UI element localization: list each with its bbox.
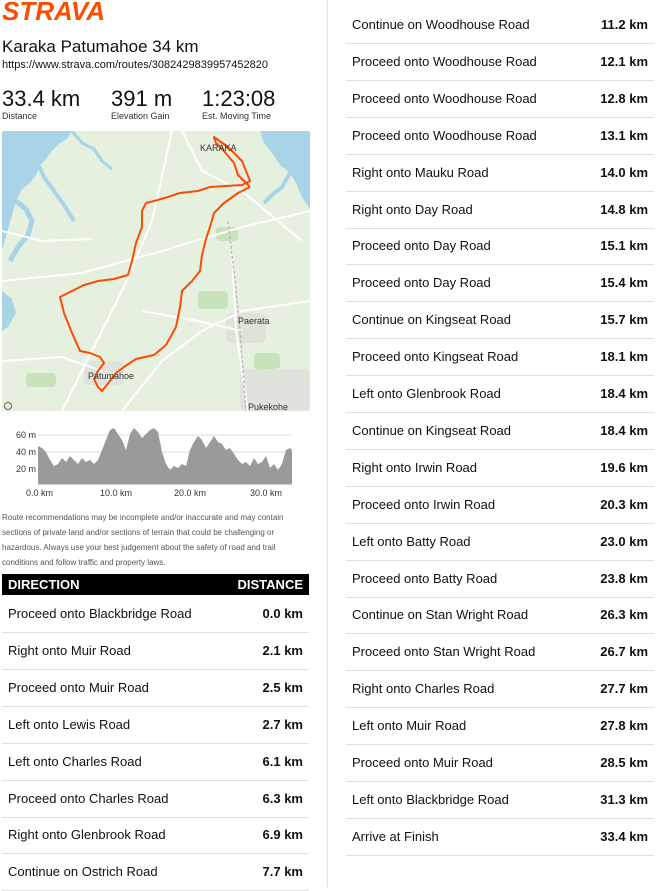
direction-text: Continue on Kingseat Road [352, 312, 512, 328]
stat-moving-time-label: Est. Moving Time [202, 111, 272, 121]
route-disclaimer: Route recommendations may be incomplete and/or inaccurate and may contain sections of private land and/or sections of terrain that could be challenging or hazardous. Always use your best judgement about the safety of road and trail conditions and follow traffic and property laws. [2, 513, 284, 567]
direction-distance: 26.7 km [600, 644, 648, 660]
direction-row [346, 338, 654, 376]
map-label-karaka: KARAKA [200, 143, 237, 153]
direction-row [2, 780, 309, 818]
directions-table-header [2, 574, 309, 595]
svg-text:STRAVA: STRAVA [2, 0, 106, 25]
direction-distance: 2.7 km [262, 716, 303, 732]
direction-distance: 11.2 km [601, 17, 648, 32]
direction-text: Proceed onto Blackbridge Road [8, 606, 192, 621]
direction-row [346, 560, 654, 598]
direction-distance: 6.3 km [262, 790, 303, 806]
direction-text: Proceed onto Irwin Road [352, 496, 496, 512]
direction-row [346, 227, 654, 265]
direction-row [346, 154, 654, 192]
map-label-patumahoe: Patumahoe [88, 371, 135, 381]
direction-row [346, 301, 654, 339]
direction-row [2, 853, 309, 891]
direction-row [2, 743, 309, 781]
direction-text: Continue on Stan Wright Road [352, 607, 529, 623]
direction-text: Right onto Irwin Road [352, 459, 478, 475]
direction-row [346, 6, 654, 44]
map-label-pukekohe: Pukekohe [248, 402, 289, 411]
direction-row [2, 669, 309, 707]
direction-text: Left onto Lewis Road [8, 716, 131, 732]
map-label-paerata: Paerata [238, 316, 270, 326]
direction-text: Arrive at Finish [352, 828, 439, 844]
stat-distance-value: 33.4 km [2, 86, 81, 111]
header-distance: DISTANCE [237, 577, 303, 592]
direction-row [346, 486, 654, 524]
direction-distance: 13.1 km [600, 127, 648, 143]
direction-text: Left onto Muir Road [352, 718, 467, 734]
direction-distance: 26.3 km [600, 607, 648, 623]
direction-row [346, 117, 654, 155]
direction-distance: 14.8 km [600, 201, 648, 217]
direction-text: Continue on Woodhouse Road [352, 17, 530, 32]
elev-xtick-0: 0.0 km [26, 488, 54, 498]
elevation-profile [2, 420, 310, 500]
elev-ytick-20: 20 m [16, 464, 37, 474]
direction-text: Proceed onto Charles Road [8, 790, 169, 806]
stat-moving-time [202, 87, 275, 121]
elev-xtick-30: 30.0 km [250, 488, 283, 498]
direction-distance: 12.1 km [600, 53, 648, 69]
direction-distance: 6.1 km [262, 753, 303, 769]
direction-distance: 15.4 km [600, 275, 648, 291]
direction-row [346, 449, 654, 487]
direction-row [346, 523, 654, 561]
direction-distance: 31.3 km [600, 791, 648, 807]
elev-xtick-20: 20.0 km [174, 488, 207, 498]
direction-distance: 28.5 km [600, 755, 648, 770]
stat-moving-time-value: 1:23:08 [202, 86, 276, 111]
direction-text: Proceed onto Muir Road [352, 755, 493, 770]
direction-row [2, 632, 309, 670]
map-park-1 [198, 291, 228, 309]
direction-row [346, 80, 654, 118]
elev-ytick-40: 40 m [16, 447, 37, 457]
direction-text: Continue on Ostrich Road [8, 864, 158, 880]
direction-row [346, 264, 654, 302]
direction-row [2, 706, 309, 744]
stat-elevation-label: Elevation Gain [111, 111, 170, 121]
direction-distance: 18.1 km [600, 349, 648, 365]
direction-text: Right onto Muir Road [8, 642, 131, 658]
direction-row [346, 818, 654, 856]
direction-text: Right onto Glenbrook Road [8, 827, 166, 843]
direction-text: Proceed onto Day Road [352, 275, 491, 291]
direction-distance: 7.7 km [262, 864, 303, 880]
direction-distance: 23.8 km [600, 570, 648, 586]
elev-xtick-10: 10.0 km [100, 488, 133, 498]
direction-distance: 2.5 km [262, 679, 303, 695]
direction-row [2, 816, 309, 854]
direction-row [346, 781, 654, 819]
direction-text: Right onto Mauku Road [352, 164, 489, 180]
direction-distance: 15.7 km [600, 312, 648, 328]
stat-distance [2, 87, 80, 121]
direction-text: Right onto Charles Road [352, 681, 495, 697]
direction-text: Proceed onto Woodhouse Road [352, 127, 537, 143]
direction-text: Proceed onto Muir Road [8, 679, 149, 695]
map-park-4 [26, 373, 56, 387]
direction-distance: 18.4 km [600, 386, 648, 401]
direction-row [346, 670, 654, 708]
route-url[interactable]: https://www.strava.com/routes/3082429839957452820 [2, 59, 269, 71]
direction-row [346, 43, 654, 81]
direction-distance: 23.0 km [600, 533, 648, 549]
direction-text: Left onto Glenbrook Road [352, 386, 501, 401]
direction-text: Proceed onto Batty Road [352, 570, 498, 586]
direction-distance: 19.6 km [600, 459, 648, 475]
direction-text: Left onto Blackbridge Road [352, 791, 509, 807]
direction-text: Proceed onto Day Road [352, 238, 491, 254]
header-direction: DIRECTION [8, 577, 80, 592]
route-map[interactable] [2, 131, 310, 411]
direction-row [346, 375, 654, 413]
direction-text: Right onto Day Road [352, 201, 473, 217]
direction-text: Proceed onto Stan Wright Road [352, 644, 536, 660]
direction-distance: 0.0 km [262, 606, 303, 621]
direction-distance: 6.9 km [262, 827, 303, 843]
direction-row [2, 595, 309, 633]
direction-row [346, 633, 654, 671]
strava-logo [2, 0, 122, 25]
elev-area [38, 428, 292, 484]
direction-row [346, 744, 654, 782]
direction-distance: 12.8 km [600, 90, 648, 106]
stat-elevation-value: 391 m [111, 86, 173, 111]
direction-distance: 33.4 km [600, 828, 648, 844]
direction-row [346, 596, 654, 634]
direction-row [346, 191, 654, 229]
direction-text: Proceed onto Woodhouse Road [352, 90, 537, 106]
route-title: Karaka Patumahoe 34 km [2, 37, 199, 56]
direction-distance: 15.1 km [600, 238, 648, 254]
direction-text: Left onto Charles Road [8, 753, 142, 769]
direction-distance: 27.7 km [600, 681, 648, 697]
direction-distance: 14.0 km [600, 164, 648, 180]
stat-distance-label: Distance [2, 111, 38, 121]
direction-text: Left onto Batty Road [352, 533, 471, 549]
column-divider [327, 0, 328, 887]
map-park-3 [254, 353, 280, 369]
direction-text: Proceed onto Woodhouse Road [352, 53, 537, 69]
direction-row [346, 707, 654, 745]
direction-text: Proceed onto Kingseat Road [352, 349, 519, 365]
elev-ytick-60: 60 m [16, 430, 37, 440]
direction-distance: 20.3 km [600, 496, 648, 512]
direction-distance: 18.4 km [600, 422, 648, 438]
direction-distance: 27.8 km [600, 718, 648, 734]
direction-distance: 2.1 km [262, 642, 303, 658]
direction-text: Continue on Kingseat Road [352, 422, 512, 438]
direction-row [346, 412, 654, 450]
stat-elevation [111, 87, 172, 121]
left-column [0, 0, 312, 887]
